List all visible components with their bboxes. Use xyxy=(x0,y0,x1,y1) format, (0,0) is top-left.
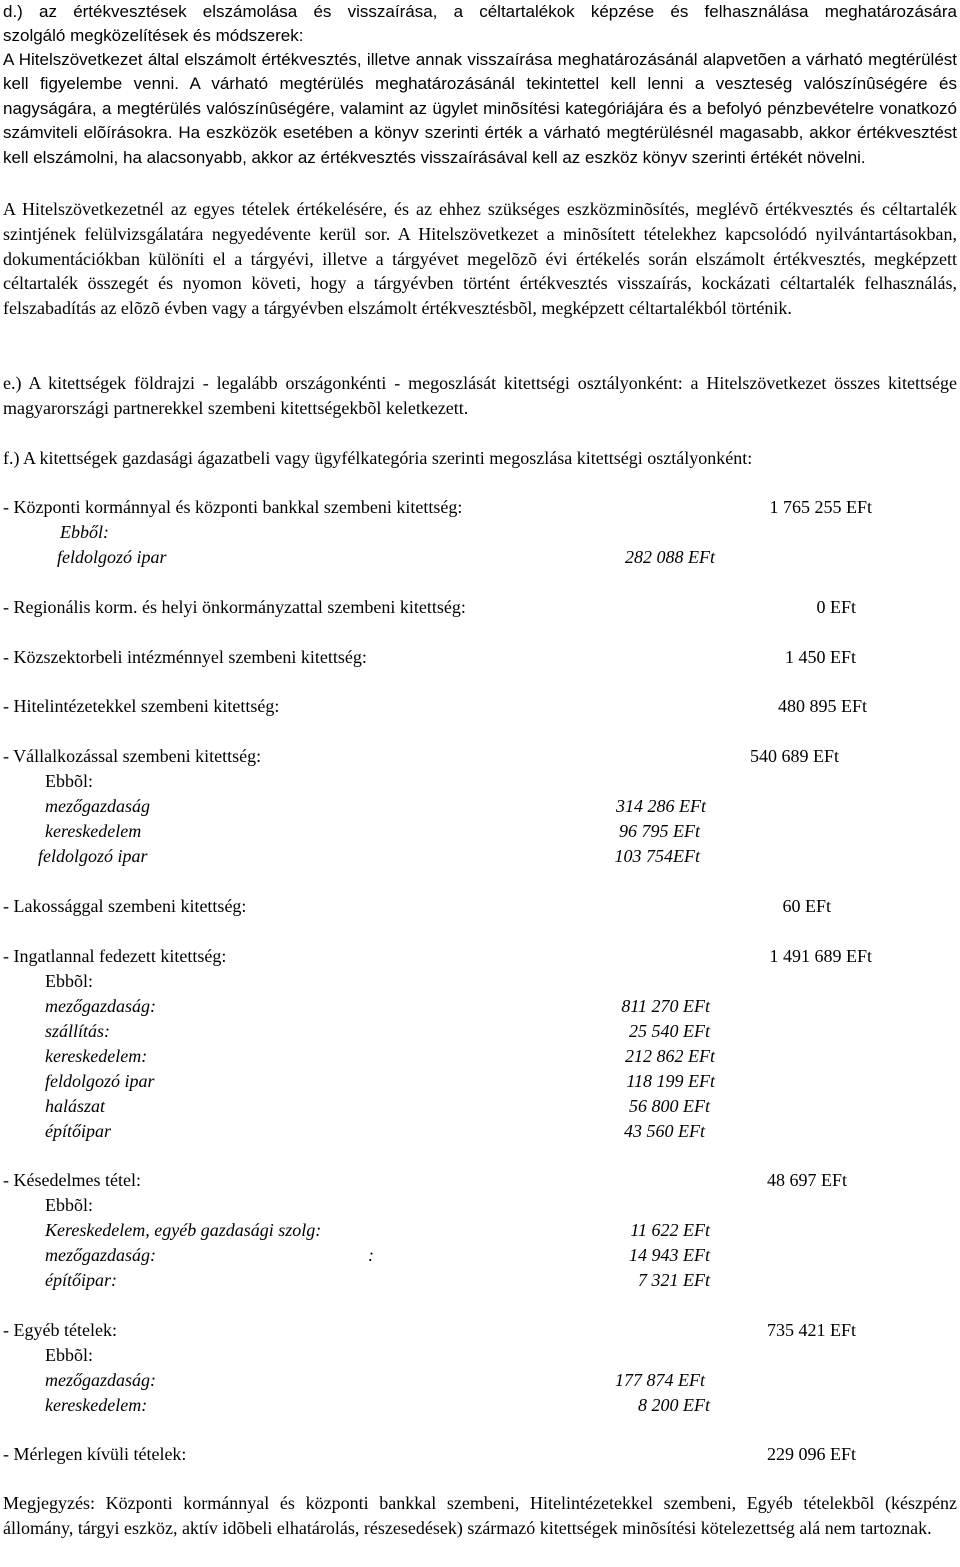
enterprises-sub-amount: 103 754EFt xyxy=(614,846,700,866)
exposure-regional-label: - Regionális korm. és helyi önkormányzattal szembeni kitettség: xyxy=(3,597,466,617)
exposure-enterprises-amount: 540 689 EFt xyxy=(749,746,839,766)
exposure-enterprises-label: - Vállalkozással szembeni kitettség: xyxy=(3,746,262,766)
section-d-heading-line2: szolgáló megközelítések és módszerek: xyxy=(3,26,304,45)
real-estate-sub-amount: 212 862 EFt xyxy=(625,1046,715,1066)
exposure-retail-amount: 60 EFt xyxy=(782,896,831,916)
real-estate-sub-label: építőipar xyxy=(45,1121,111,1141)
other-items-sub-header: Ebbõl: xyxy=(45,1345,93,1365)
exposure-central-government-amount: 1 765 255 EFt xyxy=(769,497,872,517)
enterprises-sub-header: Ebbõl: xyxy=(45,771,93,791)
exposure-retail-label: - Lakossággal szembeni kitettség: xyxy=(3,896,247,916)
enterprises-sub-label: mezőgazdaság xyxy=(45,796,151,816)
past-due-sub-label: Kereskedelem, egyéb gazdasági szolg: xyxy=(45,1220,322,1240)
real-estate-sub-amount: 56 800 EFt xyxy=(629,1096,710,1116)
real-estate-sub-amount: 25 540 EFt xyxy=(629,1021,710,1041)
past-due-sub-amount: 7 321 EFt xyxy=(638,1270,710,1290)
exposure-other-items-amount: 735 421 EFt xyxy=(766,1320,856,1340)
past-due-sub-amount: 14 943 EFt xyxy=(629,1245,710,1265)
past-due-sub-colon: : xyxy=(368,1245,374,1265)
exposure-credit-institutions-label: - Hitelintézetekkel szembeni kitettség: xyxy=(3,696,280,716)
section-e-text: e.) A kitettségek földrajzi - legalább országonkénti - megoszlását kitettségi osztályonként: a Hitelszövetkezet összes kitettsége magyarországi partnerekkel szembeni kitettségekbõl keletkezett. xyxy=(3,373,957,418)
enterprises-sub-amount: 96 795 EFt xyxy=(619,821,700,841)
section-d-paragraph2: A Hitelszövetkezetnél az egyes tételek értékelésére, és az ehhez szükséges eszközminõsítés, meglévõ értékvesztés és céltartalék szintjének felülvizsgálatára negyedévente kerül sor. A Hitelszövetkezet a minõsített tételekhez kapcsolódó nyilvántartásokban, dokumentációkban különíti el a tárgyévi, illetve a tárgyévet megelõzõ évi értékelés során elszámolt értékvesztés, megképzett céltartalék összegét és nyomon követi, hogy a tárgyévben történt értékvesztés visszaírás, kockázati céltartalék felhasználás, felszabadítás az elõzõ évben vagy a tárgyévben elszámolt értékvesztésbõl, megképzett céltartalékból történik. xyxy=(3,199,957,319)
exposure-off-balance-amount: 229 096 EFt xyxy=(766,1444,856,1464)
exposure-real-estate-amount: 1 491 689 EFt xyxy=(769,946,872,966)
exposure-credit-institutions-amount: 480 895 EFt xyxy=(777,696,867,716)
exposure-regional-amount: 0 EFt xyxy=(816,597,856,617)
exposure-central-government-label: - Központi kormánnyal és központi bankkal szembeni kitettség: xyxy=(3,497,463,517)
exposure-off-balance-label: - Mérlegen kívüli tételek: xyxy=(3,1444,187,1464)
past-due-sub-header: Ebbõl: xyxy=(45,1195,93,1215)
real-estate-sub-label: halászat xyxy=(45,1096,106,1116)
exposure-past-due-label: - Késedelmes tétel: xyxy=(3,1170,141,1190)
other-items-sub-label: kereskedelem: xyxy=(45,1395,148,1415)
note-text: Megjegyzés: Központi kormánnyal és központi bankkal szembeni, Hitelintézetekkel szembeni, Egyéb tételekbõl (készpénz állomány, tárgyi eszköz, aktív idõbeli elhatárolás, részesedések) származó kitettségek minõsítési kötelezettség alá nem tartoznak. xyxy=(3,1493,957,1538)
other-items-sub-label: mezőgazdaság: xyxy=(45,1370,156,1390)
real-estate-sub-amount: 43 560 EFt xyxy=(624,1121,705,1141)
past-due-sub-label: mezőgazdaság: xyxy=(45,1245,156,1265)
other-items-sub-amount: 8 200 EFt xyxy=(638,1395,710,1415)
exposure-past-due-amount: 48 697 EFt xyxy=(766,1170,847,1190)
past-due-sub-amount: 11 622 EFt xyxy=(630,1220,710,1240)
real-estate-sub-header: Ebbõl: xyxy=(45,971,93,991)
section-d-heading-line1: d.) az értékvesztések elszámolása és visszaírása, a céltartalékok képzése és felhasználása meghatározására xyxy=(3,2,957,21)
exposure-real-estate-label: - Ingatlannal fedezett kitettség: xyxy=(3,946,227,966)
enterprises-sub-amount: 314 286 EFt xyxy=(616,796,706,816)
real-estate-sub-label: szállítás: xyxy=(45,1021,111,1041)
section-f-heading: f.) A kitettségek gazdasági ágazatbeli vagy ügyfélkategória szerinti megoszlása kitettségi osztályonként: xyxy=(3,448,753,468)
real-estate-sub-label: kereskedelem: xyxy=(45,1046,148,1066)
real-estate-sub-amount: 811 270 EFt xyxy=(621,996,710,1016)
enterprises-sub-label: feldolgozó ipar xyxy=(38,846,148,866)
enterprises-sub-label: kereskedelem xyxy=(45,821,142,841)
central-government-sub-header: Ebből: xyxy=(60,522,109,542)
central-government-sub-amount: 282 088 EFt xyxy=(625,547,715,567)
exposure-public-sector-amount: 1 450 EFt xyxy=(784,647,856,667)
past-due-sub-label: építőipar: xyxy=(45,1270,117,1290)
central-government-sub-label: feldolgozó ipar xyxy=(57,547,167,567)
real-estate-sub-amount: 118 199 EFt xyxy=(626,1071,715,1091)
exposure-public-sector-label: - Közszektorbeli intézménnyel szembeni kitettség: xyxy=(3,647,367,667)
real-estate-sub-label: feldolgozó ipar xyxy=(45,1071,155,1091)
exposure-other-items-label: - Egyéb tételek: xyxy=(3,1320,117,1340)
real-estate-sub-label: mezőgazdaság: xyxy=(45,996,156,1016)
other-items-sub-amount: 177 874 EFt xyxy=(615,1370,705,1390)
section-d-paragraph1: A Hitelszövetkezet által elszámolt értékvesztés, illetve annak visszaírása meghatározásánál alapvetõen a várható megtérülést kell figyelembe venni. A várható megtérülés meghatározásánál tekintettel kell lenni a veszteség valószínûségére és nagyságára, a megtérülés valószínûségére, valamint az ügylet minõsítési kategóriájára és a befolyó pénzbevételre vonatkozó számviteli elõírásokra. Ha eszközök esetében a könyv szerinti érték a várható megtérülésnél magasabb, akkor értékvesztést kell elszámolni, ha alacsonyabb, akkor az értékvesztés visszaírásával kell az eszköz könyv szerinti értékét növelni. xyxy=(3,50,957,167)
